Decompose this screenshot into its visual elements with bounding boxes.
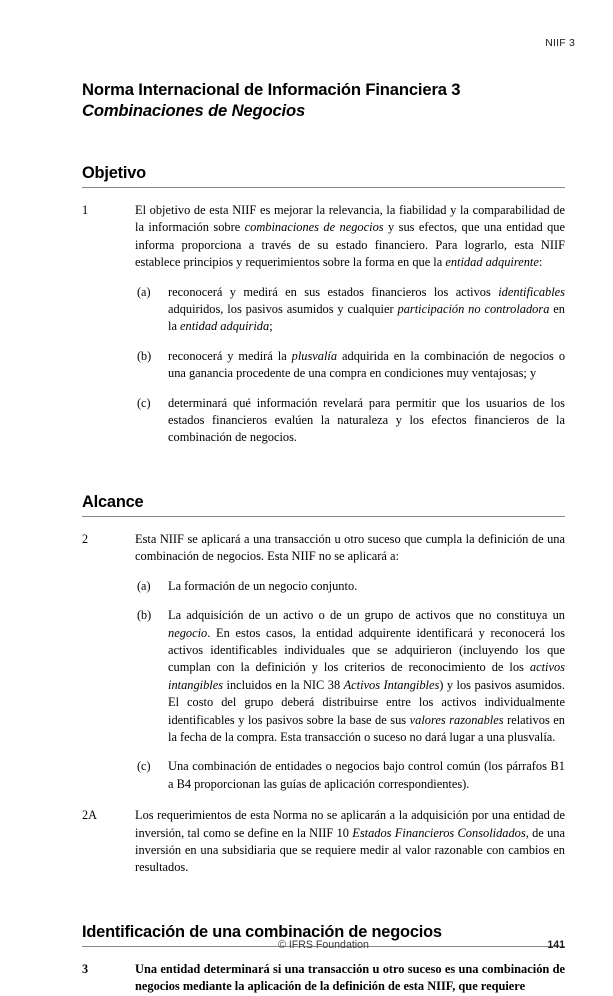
paragraph-text: El objetivo de esta NIIF es mejorar la relevancia, la fiabilidad y la comparabilidad de la información sobre combinaciones de negocios y sus efectos, que una entidad que informa proporciona a través de su estado financiero. Para lograrlo, esta NIIF establece principios y requerimientos sobre la forma en que la entidad adquirente:: [135, 203, 565, 270]
section-heading-identificacion: Identificación de una combinación de negocios: [82, 922, 565, 947]
subitem-text: reconocerá y medirá en sus estados financieros los activos identificables adquiridos, los pasivos asumidos y cualquier participación no controladora en la entidad adquirida;: [168, 284, 565, 334]
paragraph-2: [82, 531, 565, 566]
subitem-marker: (c): [137, 759, 151, 774]
paragraph-text: Esta NIIF se aplicará a una transacción u otro suceso que cumpla la definición de una combinación de negocios. Esta NIIF no se aplicará a:: [135, 531, 565, 564]
subitem-marker: (a): [137, 578, 151, 593]
paragraph-2A: [82, 807, 565, 877]
subitem-marker: (b): [137, 348, 152, 363]
section-heading-objetivo: Objetivo: [82, 163, 565, 188]
emphasis-term: negocio: [168, 625, 208, 640]
paragraph-number: 2: [82, 531, 89, 546]
document-content: [82, 0, 565, 996]
subitem-text: La adquisición de un activo o de un grupo de activos que no constituya un negocio. En estos casos, la entidad adquirente identificará y reconocerá los activos identificables individuales que se adquirieron (incluyendo los que cumplan con la definición y los criterios de reconocimiento de los activos intangibles incluidos en la NIC 38 Activos Intangibles) y los pasivos asumidos. El costo del grupo deberá distribuirse entre los activos individualmente identificables y los pasivos sobre la base de sus valores razonables relativos en la fecha de la compra. Esta transacción o suceso no dará lugar a una plusvalía.: [168, 608, 565, 744]
emphasis-term: valores razonables: [409, 712, 504, 727]
subitem-alcance-c: [82, 758, 565, 793]
subitem-text: determinará qué información revelará para permitir que los usuarios de los estados financieros evalúen la naturaleza y los efectos financieros de la combinación de negocios.: [168, 395, 565, 445]
subitem-alcance-a: [82, 578, 565, 595]
paragraph-number: 2A: [82, 808, 97, 823]
emphasis-term: combinaciones de negocios: [244, 220, 384, 235]
emphasis-term: Estados Financieros Consolidados: [352, 825, 526, 840]
document-title: Norma Internacional de Información Financiera 3: [82, 80, 461, 99]
section-heading-alcance: Alcance: [82, 492, 565, 517]
page-footer: [82, 939, 565, 951]
subitem-alcance-b: [82, 607, 565, 746]
paragraph-1: [82, 202, 565, 272]
running-header: NIIF 3: [545, 37, 575, 49]
subitem-text: reconocerá y medirá la plusvalía adquirida en la combinación de negocios o una ganancia procedente de una compra en condiciones muy ventajosas; y: [168, 348, 566, 381]
subitem-marker: (c): [137, 395, 151, 410]
subitem-marker: (b): [137, 608, 152, 623]
paragraph-text: Una entidad determinará si una transacción u otro suceso es una combinación de negocios mediante la aplicación de la definición de esta NIIF, que requiere: [135, 961, 565, 994]
emphasis-term: identificables: [498, 284, 565, 299]
emphasis-term: activos intangibles: [168, 660, 565, 692]
subitem-objetivo-a: [82, 284, 565, 336]
emphasis-term: Activos Intangibles: [343, 677, 440, 692]
subitem-marker: (a): [137, 284, 151, 299]
paragraph-text: Los requerimientos de esta Norma no se aplicarán a la adquisición por una entidad de inversión, tal como se define en la NIIF 10 Estados Financieros Consolidados, de una inversión en una subsidiaria que se requiere medir al valor razonable con cambios en resultados.: [135, 808, 565, 875]
paragraph-3: [82, 961, 565, 996]
emphasis-term: plusvalía: [291, 348, 338, 363]
subitem-text: Una combinación de entidades o negocios bajo control común (los párrafos B1 a B4 proporcionan las guías de aplicación correspondientes).: [168, 759, 565, 791]
footer-copyright: © IFRS Foundation: [278, 939, 369, 951]
paragraph-number: 3: [82, 961, 89, 976]
emphasis-term: entidad adquirente: [445, 255, 539, 270]
subitem-objetivo-b: [82, 348, 565, 383]
emphasis-term: entidad adquirida: [180, 319, 270, 334]
paragraph-number: 1: [82, 203, 89, 217]
subitem-objetivo-c: [82, 395, 565, 447]
emphasis-term: participación no controladora: [397, 302, 550, 317]
document-subtitle: Combinaciones de Negocios: [82, 101, 306, 120]
footer-page-number: 141: [547, 939, 565, 951]
subitem-text: La formación de un negocio conjunto.: [168, 578, 358, 593]
